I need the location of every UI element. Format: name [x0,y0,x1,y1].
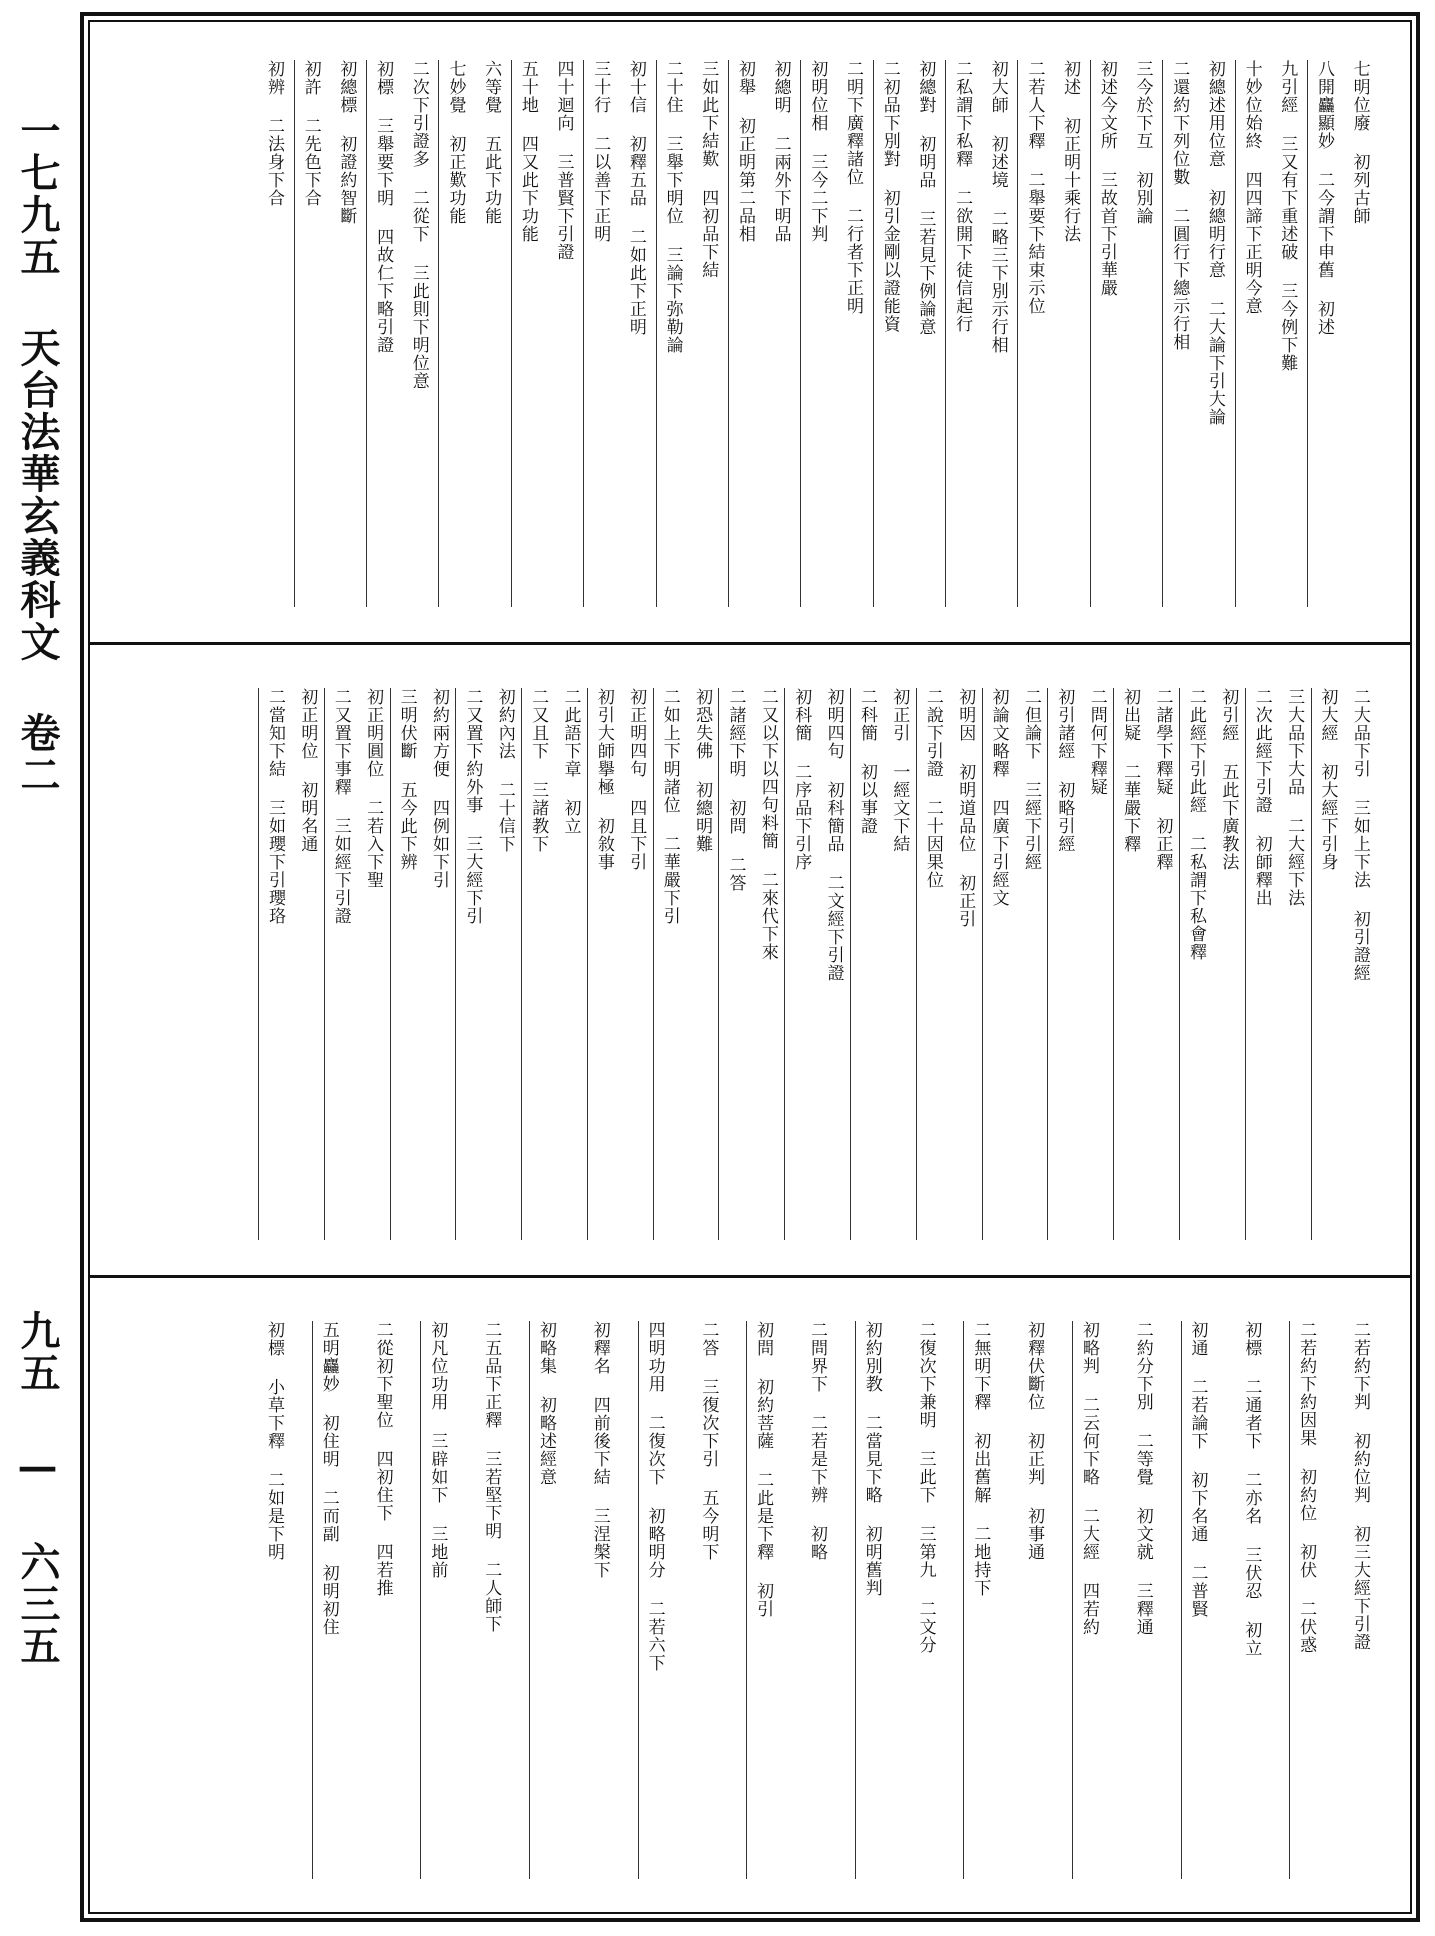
text-column: 二大品下引 三如上下法 初引證經 [1349,688,1370,982]
text-column: 二又置下事釋 三如經下引證 [324,688,353,1240]
text-column: 初總標 初證約智斷 [336,60,357,225]
text-column: 六等覺 五此下功能 [481,60,502,225]
text-column: 二但論下 三經下引經 [1020,688,1041,871]
text-column: 三今於下互 初別論 [1132,60,1153,225]
panel-middle [88,648,1412,1278]
text-column: 三十行 二以善下正明 [583,60,612,607]
text-column: 初述今文所 三故首下引華嚴 [1090,60,1119,607]
text-column: 初正明圓位 二若入下聖 [363,688,384,889]
text-column: 二五品下正釋 三若堅下明 二人師下 [481,1321,502,1633]
text-column: 三明伏斷 五今此下辨 [390,688,419,1240]
text-column: 三如此下結歎 四初品下結 [698,60,719,279]
text-column: 初許 二先色下合 [294,60,323,607]
text-column: 二復次下兼明 三此下 三第九 二文分 [915,1321,936,1654]
text-column: 初辨 二法身下合 [264,60,284,207]
text-column: 初明四句 初科簡品 二文經下引證 [823,688,844,982]
text-column: 二還約下列位數 二圓行下總示行相 [1162,60,1191,607]
text-column: 初標 三舉要下明 四故仁下略引證 [366,60,395,607]
margin-title: 一七九五 天台法華玄義科文 卷二 [14,110,61,796]
text-column: 二問何下釋疑 [1086,688,1107,796]
text-column: 二私謂下私釋 二欲開下徒信起行 [945,60,974,607]
text-column: 初出疑 二華嚴下釋 [1113,688,1142,1240]
text-column: 二無明下釋 初出舊解 二地持下 [963,1321,992,1879]
text-column: 二初品下別對 初引金剛以證能資 [873,60,902,607]
text-column: 初正明位 初明名通 [297,688,318,853]
text-column: 二如上下明諸位 二華嚴下引 [653,688,682,1240]
panel-bottom [88,1281,1412,1914]
text-column: 二當知下結 三如瓔下引瓔珞 [258,688,287,1240]
text-column: 二此經下引此經 二私謂下私會釋 [1179,688,1208,1240]
text-column: 初總對 初明品 三若見下例論意 [915,60,936,336]
text-column: 四明功用 二復次下 初略明分 二若六下 [638,1321,667,1879]
text-column: 初通 二若論下 初下名通 二普賢 [1181,1321,1210,1879]
text-column: 初引經 五此下廣教法 [1218,688,1239,871]
text-column: 二又以下以四句料簡 二來代下來 [757,688,778,961]
text-column: 初總明 二兩外下明品 [770,60,791,243]
text-column: 初大師 初述境 二略三下別示行相 [987,60,1008,354]
text-column: 二此語下章 初立 [560,688,581,835]
text-column: 二答 三復次下引 五今明下 [698,1321,719,1561]
text-column: 初標 二通者下 二亦名 三伏忍 初立 [1241,1321,1262,1657]
text-column: 初釋名 四前後下結 三涅槃下 [589,1321,610,1579]
text-column: 初約兩方便 四例如下引 [428,688,449,889]
text-column: 十妙位始終 四四諦下正明今意 [1235,60,1264,607]
text-column: 二次下引證多 二從下 三此則下明位意 [408,60,429,390]
text-column: 初述 初正明十乘行法 [1060,60,1081,243]
text-column: 二次此經下引證 初師釋出 [1245,688,1274,1240]
text-column: 二從初下聖位 四初住下 四若推 [372,1321,393,1597]
text-column: 九引經 三又有下重述破 三今例下難 [1277,60,1298,372]
text-column: 初論文略釋 四廣下引經文 [982,688,1011,1240]
text-column: 五十地 四又此下功能 [511,60,540,607]
text-column: 初大經 初大經下引身 [1311,688,1340,1240]
text-column: 初恐失佛 初總明難 [692,688,713,853]
text-column: 初科簡 二序品下引序 [784,688,813,1240]
text-column: 五明麤妙 初住明 二而副 初明初住 [312,1321,341,1879]
text-column: 初釋伏斷位 初正判 初事通 [1024,1321,1045,1561]
text-column: 三大品下大品 二大經下法 [1284,688,1305,907]
text-column: 初正明四句 四且下引 [626,688,647,871]
text-column: 初約別教 二當見下略 初明舊判 [855,1321,884,1879]
text-column: 四十迴向 三普賢下引證 [553,60,574,261]
text-column: 初總述用位意 初總明行意 二大論下引大論 [1204,60,1225,426]
panel-top-columns [258,60,1372,607]
text-column: 二科簡 初以事證 [850,688,879,1240]
text-column: 初引諸經 初略引經 [1047,688,1076,1240]
text-column: 初標 小草下釋 二如是下明 [264,1321,284,1561]
panel-middle-columns [258,688,1372,1240]
text-column: 初正引 一經文下結 [889,688,910,853]
text-column: 二又且下 三諸教下 [521,688,550,1240]
text-column: 初明因 初明道品位 初正引 [955,688,976,928]
text-column: 二諸學下釋疑 初正釋 [1152,688,1173,871]
text-column: 初十信 初釋五品 二如此下正明 [625,60,646,336]
text-column: 二又置下約外事 三大經下引 [455,688,484,1240]
text-column: 二約分下別 二等覺 初文就 三釋通 [1132,1321,1153,1636]
text-column: 初略判 二云何下略 二大經 四若約 [1072,1321,1101,1879]
text-column: 初約內法 二十信下 [494,688,515,853]
text-column: 七明位廢 初列古師 [1349,60,1370,225]
text-column: 初略集 初略述經意 [529,1321,558,1879]
text-column: 二諸經下明 初問 二答 [718,688,747,1240]
text-column: 二說下引證 二十因果位 [916,688,945,1240]
text-column: 初舉 初正明第二品相 [728,60,757,607]
text-column: 八開麤顯妙 二今謂下申舊 初述 [1307,60,1336,607]
text-column: 初明位相 三今二下判 [800,60,829,607]
text-column: 二若約下約因果 初約位 初伏 二伏惑 [1289,1321,1318,1879]
text-column: 二若人下釋 二舉要下結束示位 [1017,60,1046,607]
text-column: 二問界下 二若是下辨 初略 [806,1321,827,1561]
text-column: 初引大師擧極 初敘事 [587,688,616,1240]
text-column: 二若約下判 初約位判 初三大經下引證 [1349,1321,1370,1651]
panel-bottom-columns [258,1321,1372,1879]
panel-top [88,20,1412,645]
text-column: 初凡位功用 三辟如下 三地前 [420,1321,449,1879]
page-number: 九五 — 六三五 [14,1310,61,1667]
text-column: 二明下廣釋諸位 二行者下正明 [843,60,863,315]
text-column: 七妙覺 初正歎功能 [438,60,467,607]
text-column: 初問 初約菩薩 二此是下釋 初引 [746,1321,775,1879]
text-column: 二十住 三舉下明位 三論下弥勒論 [656,60,685,607]
